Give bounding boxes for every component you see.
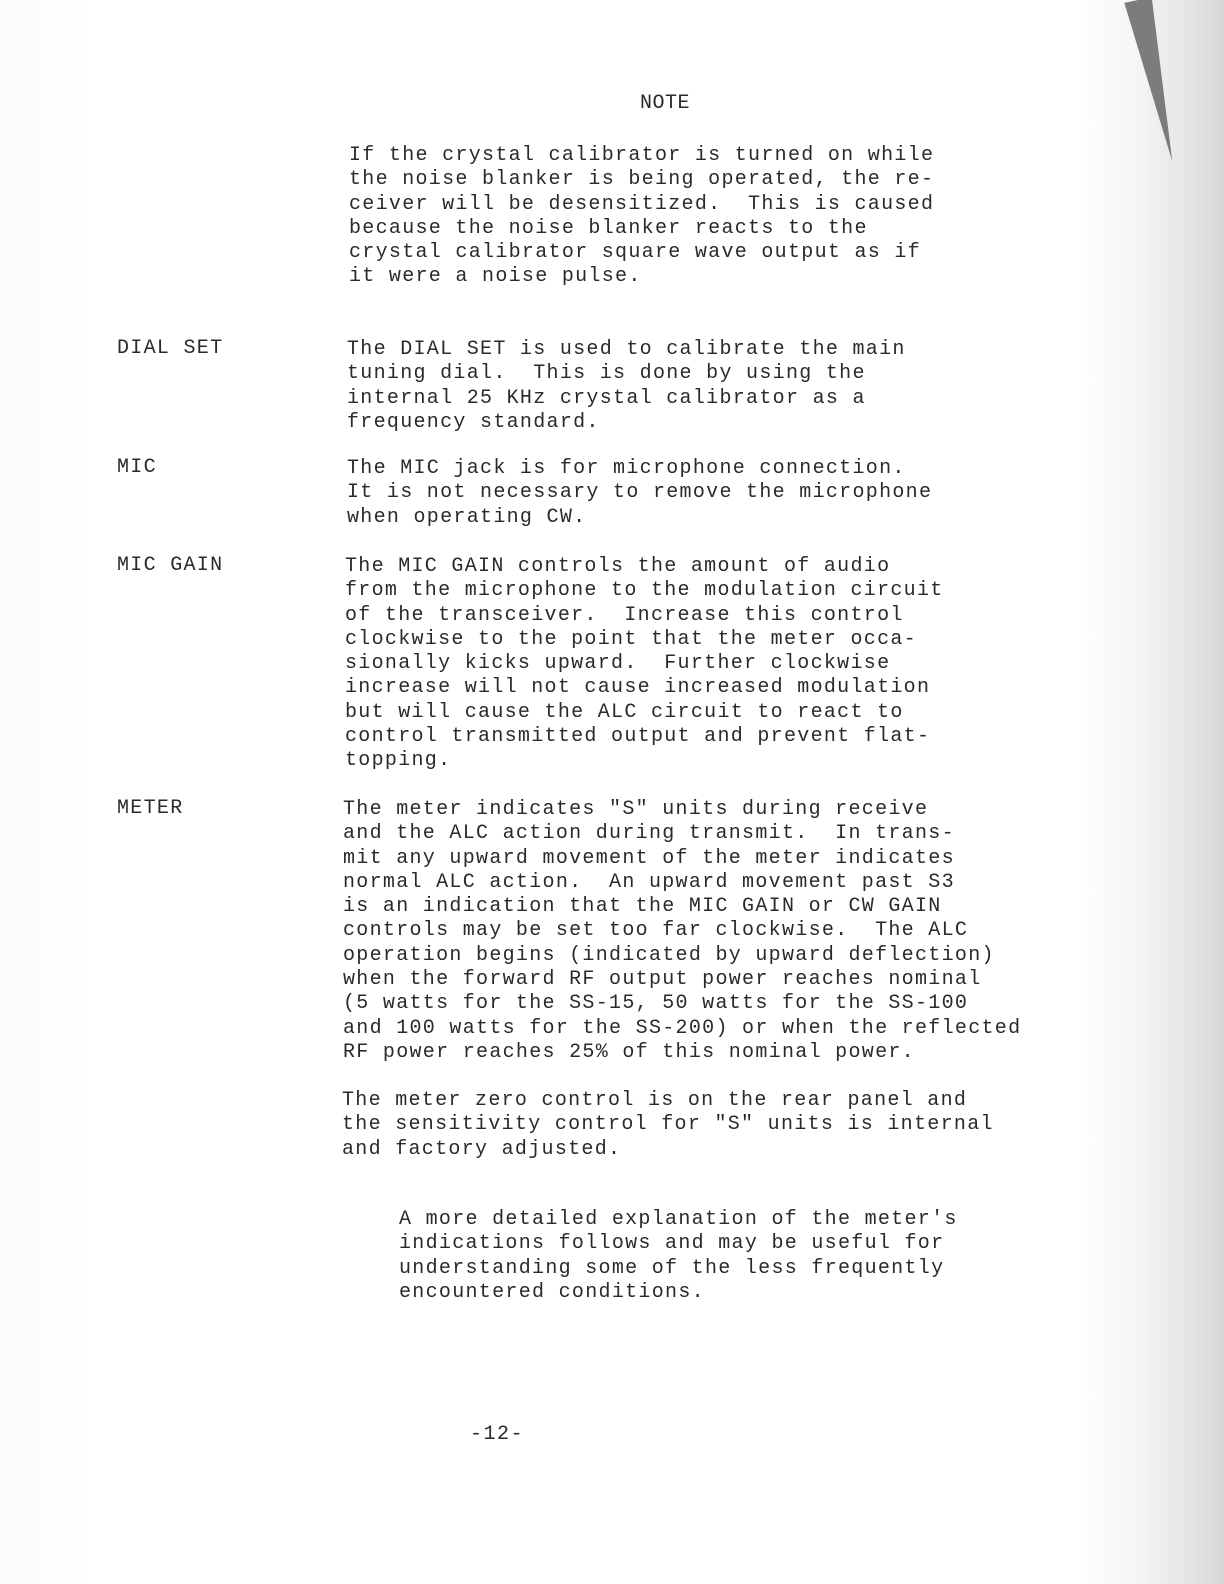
label-meter: METER	[117, 797, 184, 820]
mic-description: The MIC jack is for microphone connection. It is not necessary to remove the microphone when operating CW.	[347, 457, 933, 529]
label-dial-set: DIAL SET	[117, 337, 224, 360]
label-mic-gain: MIC GAIN	[117, 554, 224, 577]
page-number: -12-	[470, 1423, 525, 1446]
note-title: NOTE	[640, 92, 691, 115]
meter-extra-description: The meter zero control is on the rear panel and the sensitivity control for "S" units is internal and factory adjusted.	[342, 1089, 994, 1161]
label-mic: MIC	[117, 456, 157, 479]
meter-detail-note: A more detailed explanation of the meter's indications follows and may be useful for understanding some of the less frequently encountered conditions.	[399, 1208, 958, 1304]
mic-gain-description: The MIC GAIN controls the amount of audio from the microphone to the modulation circuit of the transceiver. Increase this control clockwise to the point that the meter occa- sionally kicks upward. Further clockwise increase will not cause increased modulation but will cause the ALC circuit to react to control transmitted output and prevent flat- topping.	[345, 555, 944, 773]
note-text: If the crystal calibrator is turned on while the noise blanker is being operated, the re- ceiver will be desensitized. This is caused because the noise blanker reacts to the crystal calibrator square wave output as if it were a noise pulse.	[349, 144, 935, 289]
dial-set-description: The DIAL SET is used to calibrate the main tuning dial. This is done by using the internal 25 KHz crystal calibrator as a frequency standard.	[347, 338, 906, 434]
meter-description: The meter indicates "S" units during receive and the ALC action during transmit. In trans- mit any upward movement of the meter indicates normal ALC action. An upward movement past S3 is an indication that the MIC GAIN or CW GAIN controls may be set too far clockwise. The ALC operation begins (indicated by upward deflection) when the forward RF output power reaches nominal (5 watts for the SS-15, 50 watts for the SS-100 and 100 watts for the SS-200) or when the reflected RF power reaches 25% of this nominal power.	[343, 798, 1022, 1064]
page-edge-shadow	[1134, 0, 1224, 1584]
